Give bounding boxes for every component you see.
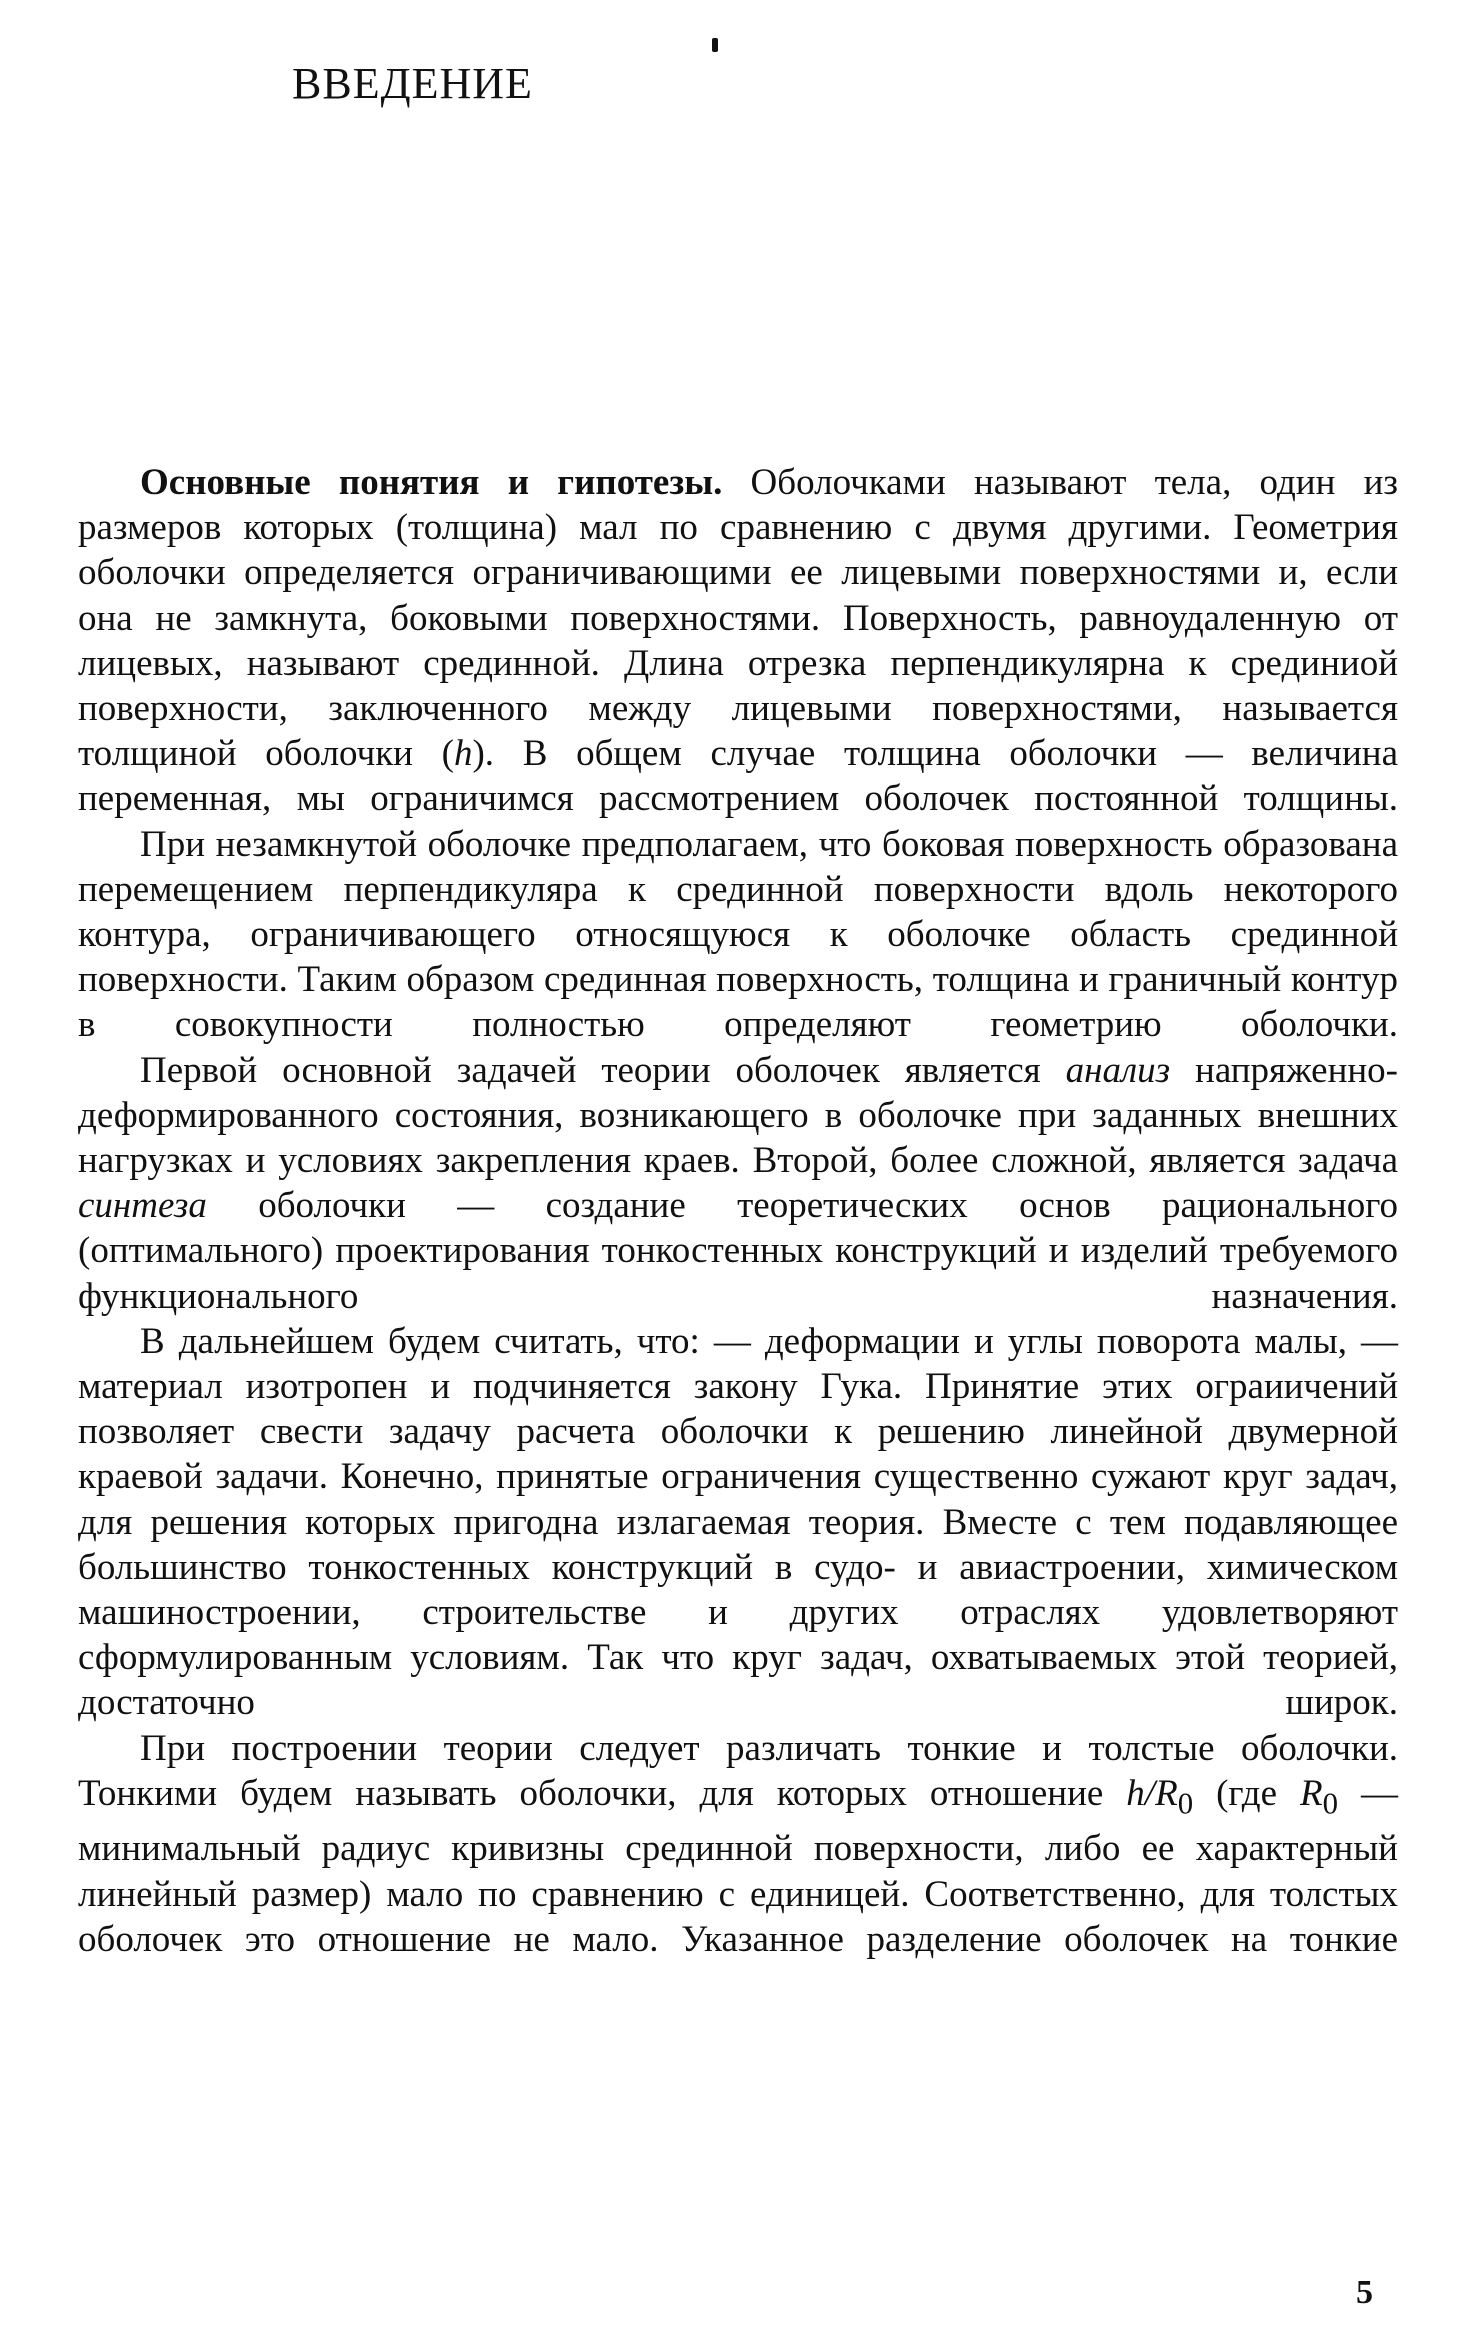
math-ratio: h/R <box>1126 1772 1178 1814</box>
paragraph-text: ). В общем случае толщина оболочки — величина переменная, мы ограничимся рассмотрением оболочек постоянной толщины. <box>78 733 1399 820</box>
body-text <box>78 460 1398 1962</box>
math-r0: R <box>1299 1772 1323 1814</box>
paragraph-lead: Основные понятия и гипотезы. <box>140 462 723 503</box>
emphasis-sinteza: синтеза <box>78 1185 207 1227</box>
page-number: 5 <box>1356 2274 1373 2311</box>
paragraph-text: оболочки — создание теоретических основ рационального (оптимального) проектирования тонкостенных конструкций и изделий требуемого функционального назначения. <box>78 1185 1398 1317</box>
paragraph-text: Первой основной задачей теории оболочек является <box>140 1049 1066 1091</box>
paragraph-text: (где <box>1193 1772 1300 1814</box>
paragraph-4: В дальнейшем будем считать, что: — деформации и углы поворота малы, — материал изотропен и подчиняется закону Гука. Принятие этих ограиичений позволяет свести задачу расчета оболочки к решению линейной двумерной краевой задачи. Конечно, принятые ограничения существенно сужают круг задач, для решения которых пригодна излагаемая теория. Вместе с тем подавляющее большинство тонкостенных конструкций в судо- и авиастроении, химическом машиностроении, строительстве и других отраслях удовлетворяют сформулированным условиям. Так что круг задач, охватываемых этой теорией, достаточно широк. <box>78 1320 1398 1724</box>
emphasis-analiz: анализ <box>1065 1049 1171 1091</box>
paragraph-3 <box>78 1048 1398 1319</box>
paragraph-text: Оболочками называют тела, один из размеров которых (толщина) мал по сравнению с двумя другими. Геометрия оболочки определяется ограничивающими ее лицевыми поверхностями и, если она не замкнута, боковыми поверхностями. Поверхность, равноудаленную от лицевых, называют срединной. Длина отрезка перпендикулярна к срединиой поверхности, заключенного между лицевыми поверхностями, называется толщиной оболочки ( <box>78 462 1398 775</box>
paragraph-2: При незамкнутой оболочке предполагаем, что боковая поверхность образована перемещением перпендикуляра к срединной поверхности вдоль некоторого контура, ограничивающего относящуюся к оболочке область срединной поверхности. Таким образом срединная поверхность, толщина и граничный контур в совокупности полностью определяют геометрию оболочки. <box>78 823 1398 1046</box>
math-subscript: 0 <box>1322 1786 1339 1821</box>
paragraph-text: При построении теории следует различать тонкие и толстые оболочки. Тонкими будем называть оболочки, для которых отношение <box>78 1727 1398 1814</box>
chapter-title: ВВЕДЕНИЕ <box>292 59 533 108</box>
print-mark <box>712 38 718 52</box>
paragraph-1 <box>78 460 1398 822</box>
paragraph-text: напряженно-деформированного состояния, возникающего в оболочке при заданных внешних нагрузках и условиях закрепления краев. Второй, более сложной, является задача <box>78 1049 1398 1182</box>
paragraph-5 <box>78 1726 1398 1962</box>
math-h: h <box>453 733 473 775</box>
math-subscript: 0 <box>1177 1786 1194 1821</box>
paragraph-text: — минимальный радиус кривизны срединной поверхности, либо ее характерный линейный размер) мало по сравнению с единицей. Соответственно, для толстых оболочек это отношение не мало. Указанное разделение оболочек на тонкие <box>78 1772 1398 1960</box>
